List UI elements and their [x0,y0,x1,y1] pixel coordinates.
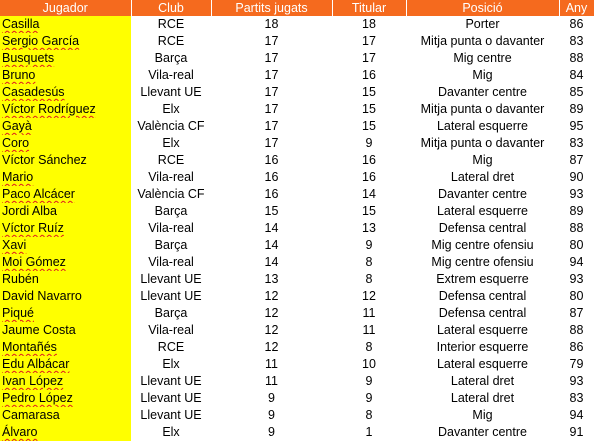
cell-starter[interactable]: 9 [365,374,373,388]
cell-games-played[interactable]: 12 [264,323,279,337]
player-name: Xavi [2,238,27,252]
cell-year[interactable]: 84 [569,68,584,82]
cell-position[interactable]: Mig [472,153,493,167]
cell-starter[interactable]: 8 [365,408,373,422]
cell-year[interactable]: 94 [569,408,584,422]
cell-position[interactable]: Lateral esquerre [436,119,529,133]
cell-year[interactable]: 85 [569,85,584,99]
cell-position[interactable]: Lateral esquerre [436,323,529,337]
cell-club[interactable]: Llevant UE [140,374,202,388]
table-row [0,220,594,237]
table-row [0,118,594,135]
cell-games-played[interactable]: 17 [264,119,279,133]
cell-player[interactable] [0,203,131,220]
table-row [0,237,594,254]
cell-club[interactable]: Llevant UE [140,408,202,422]
cell-year[interactable]: 83 [569,136,584,150]
cell-starter[interactable]: 11 [362,306,376,320]
header-position[interactable]: Posició [406,0,559,16]
table-row [0,339,594,356]
cell-club[interactable]: Vila-real [148,255,194,269]
cell-games-played[interactable]: 14 [264,221,279,235]
table-row [0,169,594,186]
player-name: Bruno [2,68,36,82]
cell-starter[interactable]: 12 [362,289,376,303]
cell-games-played[interactable]: 9 [268,425,275,439]
cell-games-played[interactable]: 15 [264,204,279,218]
cell-games-played[interactable]: 16 [264,170,279,184]
player-name: Edu Albácar [2,357,70,371]
cell-games-played[interactable]: 18 [264,17,279,31]
cell-club[interactable]: Vila-real [148,221,194,235]
cell-position[interactable]: Lateral esquerre [436,357,529,371]
cell-club[interactable]: Llevant UE [140,272,202,286]
cell-starter[interactable]: 11 [362,323,376,337]
player-name: Busquets [2,51,55,65]
table-header [0,0,594,16]
cell-club[interactable]: Vila-real [148,170,194,184]
cell-club[interactable]: Elx [162,136,180,150]
player-name: Montañés [2,340,57,354]
cell-games-played[interactable]: 12 [264,340,279,354]
cell-position[interactable]: Interior esquerre [436,340,529,354]
table-row [0,152,594,169]
cell-games-played[interactable]: 14 [264,255,279,269]
cell-year[interactable]: 88 [569,51,584,65]
cell-year[interactable]: 87 [569,306,584,320]
table-body [0,16,594,441]
cell-player[interactable] [0,50,131,67]
cell-player[interactable] [0,254,131,271]
table-row [0,67,594,84]
cell-year[interactable]: 89 [569,102,584,116]
header-year[interactable]: Any [559,0,594,16]
cell-starter[interactable]: 10 [362,357,376,371]
cell-year[interactable]: 88 [569,323,584,337]
cell-year[interactable]: 80 [569,238,584,252]
player-name: Jordi Alba [2,204,57,218]
player-name: Ivan López [2,374,64,388]
player-name: Víctor Ruíz [2,221,64,235]
table-row [0,203,594,220]
cell-player[interactable] [0,16,131,33]
cell-starter[interactable]: 16 [362,153,376,167]
cell-year[interactable]: 87 [569,153,584,167]
cell-player[interactable] [0,407,131,424]
cell-games-played[interactable]: 17 [264,51,279,65]
cell-starter[interactable]: 13 [362,221,376,235]
cell-club[interactable]: Vila-real [148,68,194,82]
cell-starter[interactable]: 18 [362,17,376,31]
cell-games-played[interactable]: 17 [264,85,279,99]
cell-year[interactable]: 94 [569,255,584,269]
cell-games-played[interactable]: 14 [264,238,279,252]
cell-club[interactable]: Barça [154,238,188,252]
table-row [0,322,594,339]
player-name: Mario [2,170,34,184]
cell-position[interactable]: Davanter centre [438,85,527,99]
table-row [0,84,594,101]
table-row [0,101,594,118]
cell-club[interactable]: RCE [157,17,185,31]
cell-club[interactable]: Barça [154,306,188,320]
player-name: Pedro López [2,391,73,405]
table-row [0,373,594,390]
cell-year[interactable]: 86 [569,17,584,31]
cell-position[interactable]: Porter [465,17,500,31]
cell-player[interactable] [0,305,131,322]
player-name: Sergio García [2,34,80,48]
cell-player[interactable] [0,101,131,118]
cell-club[interactable]: València CF [137,187,205,201]
cell-games-played[interactable]: 11 [265,357,278,371]
cell-club[interactable]: Barça [154,204,188,218]
cell-starter[interactable]: 15 [362,85,376,99]
cell-games-played[interactable]: 17 [264,102,279,116]
cell-player[interactable] [0,271,131,288]
player-name: Camarasa [2,408,60,422]
cell-starter[interactable]: 16 [362,68,376,82]
table-row [0,424,594,441]
cell-player[interactable] [0,424,131,441]
cell-position[interactable]: Defensa central [438,221,527,235]
cell-starter[interactable]: 9 [365,136,373,150]
cell-starter[interactable]: 14 [362,187,376,201]
cell-player[interactable] [0,322,131,339]
cell-games-played[interactable]: 12 [264,306,279,320]
cell-player[interactable] [0,135,131,152]
cell-player[interactable] [0,288,131,305]
header-games-played[interactable]: Partits jugats [211,0,332,16]
table-row [0,33,594,50]
cell-club[interactable]: RCE [157,153,185,167]
cell-games-played[interactable]: 9 [268,391,275,405]
header-row [0,0,594,16]
cell-games-played[interactable]: 17 [264,136,279,150]
cell-player[interactable] [0,356,131,373]
cell-position[interactable]: Mig centre ofensiu [431,238,534,252]
cell-club[interactable]: RCE [157,34,185,48]
player-name: Álvaro [2,425,38,439]
cell-starter[interactable]: 17 [362,34,376,48]
cell-player[interactable] [0,169,131,186]
cell-player[interactable] [0,373,131,390]
header-starter[interactable]: Titular [332,0,406,16]
cell-club[interactable]: RCE [157,340,185,354]
player-name: Moi Gómez [2,255,66,269]
cell-player[interactable] [0,84,131,101]
cell-starter[interactable]: 15 [362,119,376,133]
player-name: Víctor Sánchez [2,153,87,167]
table-row [0,16,594,33]
cell-player[interactable] [0,33,131,50]
cell-games-played[interactable]: 12 [264,289,279,303]
cell-club[interactable]: Llevant UE [140,391,202,405]
table-row [0,254,594,271]
table-row [0,50,594,67]
table-row [0,305,594,322]
cell-position[interactable]: Defensa central [438,306,527,320]
cell-year[interactable]: 93 [569,187,584,201]
cell-player[interactable] [0,67,131,84]
cell-year[interactable]: 83 [569,34,584,48]
cell-starter[interactable]: 9 [365,238,373,252]
table-row [0,390,594,407]
cell-games-played[interactable]: 13 [264,272,279,286]
header-club[interactable]: Club [131,0,211,16]
cell-year[interactable]: 88 [569,221,584,235]
player-name: David Navarro [2,289,82,303]
cell-games-played[interactable]: 16 [264,187,279,201]
cell-starter[interactable]: 15 [362,204,376,218]
cell-club[interactable]: Elx [162,357,180,371]
cell-position[interactable]: Extrem esquerre [436,272,529,286]
cell-position[interactable]: Davanter centre [438,187,527,201]
cell-starter[interactable]: 17 [362,51,376,65]
cell-position[interactable]: Lateral dret [450,170,515,184]
cell-starter[interactable]: 16 [362,170,376,184]
cell-player[interactable] [0,220,131,237]
cell-games-played[interactable]: 17 [264,34,279,48]
cell-starter[interactable]: 1 [365,425,373,439]
cell-position[interactable]: Davanter centre [438,425,527,439]
cell-position[interactable]: Mitja punta o davanter [420,34,545,48]
cell-year[interactable]: 91 [569,425,584,439]
cell-club[interactable]: Llevant UE [140,289,202,303]
player-name: Casadesús [2,85,65,99]
table-row [0,135,594,152]
cell-starter[interactable]: 8 [365,340,373,354]
player-name: Víctor Rodríguez [2,102,96,116]
cell-position[interactable]: Mitja punta o davanter [420,102,545,116]
player-name: Paco Alcácer [2,187,75,201]
cell-year[interactable]: 93 [569,374,584,388]
cell-position[interactable]: Lateral dret [450,391,515,405]
player-name: Casilla [2,17,40,31]
cell-position[interactable]: Lateral dret [450,374,515,388]
table-row [0,356,594,373]
cell-year[interactable]: 86 [569,340,584,354]
cell-games-played[interactable]: 9 [268,408,275,422]
player-name: Jaume Costa [2,323,76,337]
cell-position[interactable]: Mig centre [453,51,512,65]
cell-position[interactable]: Mig [472,408,493,422]
cell-club[interactable]: Vila-real [148,323,194,337]
cell-position[interactable]: Mitja punta o davanter [420,136,545,150]
cell-year[interactable]: 83 [569,391,584,405]
player-name: Gayà [2,119,32,133]
cell-starter[interactable]: 9 [365,391,373,405]
cell-games-played[interactable]: 17 [264,68,279,82]
cell-games-played[interactable]: 16 [264,153,279,167]
cell-position[interactable]: Mig centre ofensiu [431,255,534,269]
cell-starter[interactable]: 8 [365,255,373,269]
cell-position[interactable]: Defensa central [438,289,527,303]
table-row [0,271,594,288]
cell-club[interactable]: Barça [154,51,188,65]
player-name: Rubén [2,272,39,286]
cell-year[interactable]: 90 [569,170,584,184]
cell-position[interactable]: Mig [472,68,493,82]
cell-player[interactable] [0,237,131,254]
table-row [0,288,594,305]
cell-year[interactable]: 89 [569,204,584,218]
cell-position[interactable]: Lateral esquerre [436,204,529,218]
table-row [0,186,594,203]
cell-games-played[interactable]: 11 [265,374,278,388]
cell-club[interactable]: Llevant UE [140,85,202,99]
cell-player[interactable] [0,186,131,203]
cell-year[interactable]: 95 [569,119,584,133]
table-row [0,407,594,424]
cell-starter[interactable]: 15 [362,102,376,116]
cell-club[interactable]: Elx [162,425,180,439]
cell-player[interactable] [0,152,131,169]
cell-year[interactable]: 80 [569,289,584,303]
player-name: Coro [2,136,30,150]
cell-player[interactable] [0,339,131,356]
cell-club[interactable]: Elx [162,102,180,116]
cell-year[interactable]: 93 [569,272,584,286]
cell-year[interactable]: 79 [569,357,584,371]
cell-club[interactable]: València CF [137,119,205,133]
cell-starter[interactable]: 8 [365,272,373,286]
player-name: Piqué [2,306,34,320]
header-player[interactable]: Jugador [0,0,131,16]
cell-player[interactable] [0,390,131,407]
cell-player[interactable] [0,118,131,135]
